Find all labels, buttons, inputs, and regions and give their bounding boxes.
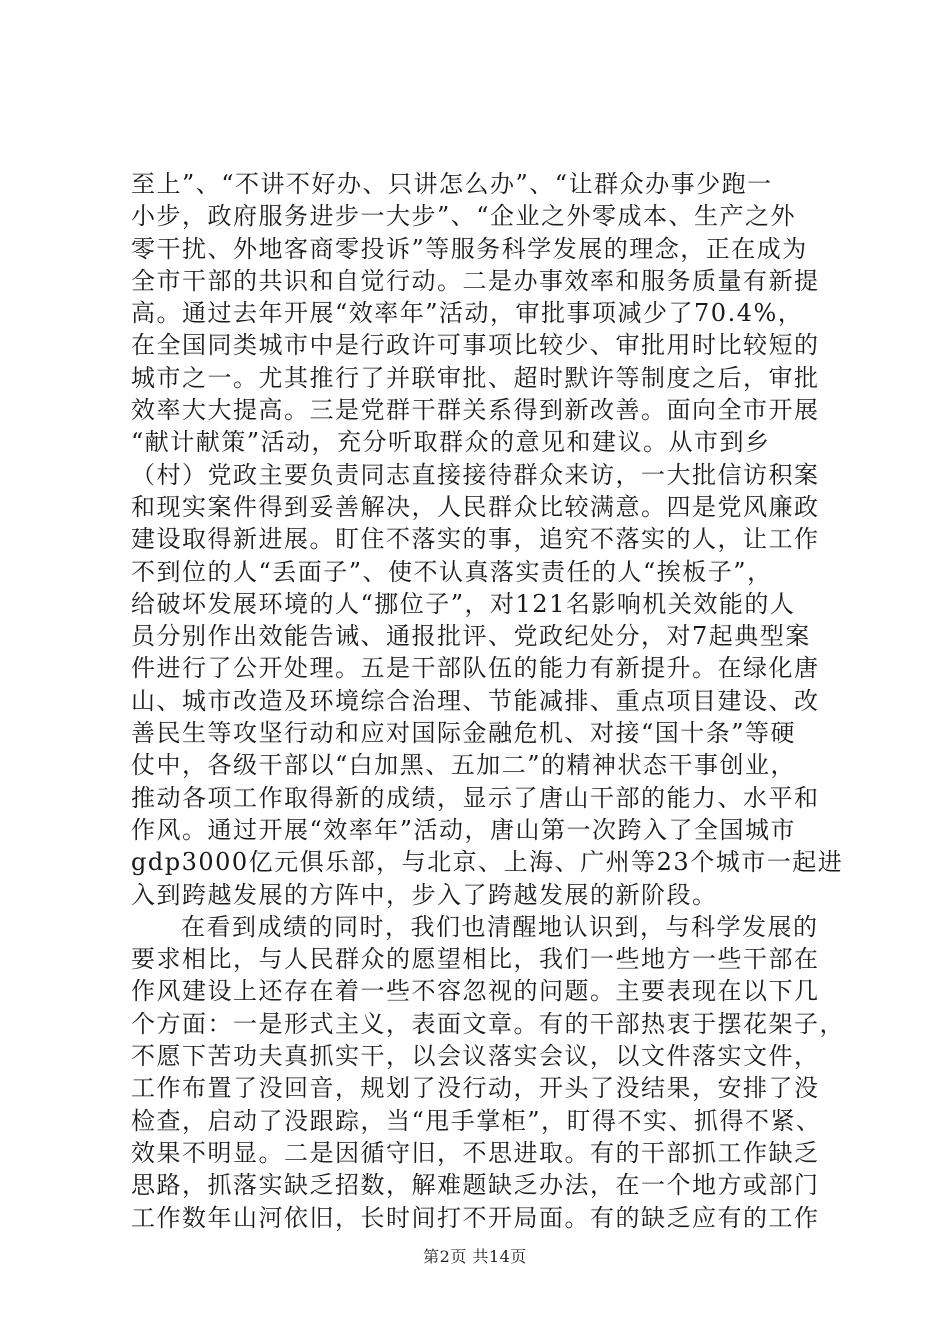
- text-line: 作风。通过开展“效率年”活动，唐山第一次跨入了全国城市: [131, 815, 797, 844]
- text-line: 在全国同类城市中是行政许可事项比较少、审批用时比较短的: [131, 331, 820, 360]
- text-line: 不愿下苦功夫真抓实干，以会议落实会议，以文件落实文件，: [131, 1042, 820, 1071]
- text-line: 要求相比，与人民群众的愿望相比，我们一些地方一些干部在: [131, 945, 820, 974]
- text-line: 仗中，各级干部以“白加黑、五加二”的精神状态干事创业，: [131, 751, 797, 780]
- text-line: 入到跨越发展的方阵中，步入了跨越发展的新阶段。: [131, 880, 718, 909]
- text-line: 零干扰、外地客商零投诉”等服务科学发展的理念，正在成为: [131, 234, 808, 263]
- text-line: 高。通过去年开展“效率年”活动，审批事项减少了70.4%，: [131, 299, 804, 328]
- text-line: 和现实案件得到妥善解决，人民群众比较满意。四是党风廉政: [131, 492, 820, 521]
- text-line: （村）党政主要负责同志直接接待群众来访，一大批信访积案: [131, 460, 820, 489]
- text-line: “献计献策”活动，充分听取群众的意见和建议。从市到乡: [131, 428, 771, 457]
- text-line: 建设取得新进展。盯住不落实的事，追究不落实的人，让工作: [131, 525, 820, 554]
- text-line: 城市之一。尤其推行了并联审批、超时默许等制度之后，审批: [131, 363, 820, 392]
- text-line: 善民生等攻坚行动和应对国际金融危机、对接“国十条”等硬: [131, 719, 797, 748]
- text-line: 不到位的人“丢面子”、使不认真落实责任的人“挨板子”，: [131, 557, 773, 586]
- text-line: 工作数年山河依旧，长时间打不开局面。有的缺乏应有的工作: [131, 1203, 820, 1232]
- text-line: 员分别作出效能告诫、通报批评、党政纪处分，对7起典型案: [131, 622, 811, 651]
- text-line: 工作布置了没回音，规划了没行动，开头了没结果，安排了没: [131, 1074, 820, 1103]
- text-line: 至上”、“不讲不好办、只讲怎么办”、“让群众办事少跑一: [131, 170, 773, 198]
- text-line: 件进行了公开处理。五是干部队伍的能力有新提升。在绿化唐: [131, 654, 820, 683]
- text-line: 小步，政府服务进步一大步”、“企业之外零成本、生产之外: [131, 202, 797, 231]
- text-line: 在看到成绩的同时，我们也清醒地认识到，与科学发展的: [181, 912, 819, 941]
- body-text: [131, 168, 845, 1234]
- text-line: 思路，抓落实缺乏招数，解难题缺乏办法，在一个地方或部门: [131, 1171, 820, 1200]
- text-line: 效果不明显。二是因循守旧，不思进取。有的干部抓工作缺乏: [131, 1138, 820, 1167]
- page-footer: 第2页 共14页: [423, 1247, 527, 1266]
- text-line: 全市干部的共识和自觉行动。二是办事效率和服务质量有新提: [131, 266, 820, 295]
- text-line: 山、城市改造及环境综合治理、节能减排、重点项目建设、改: [131, 686, 820, 715]
- text-line: 个方面：一是形式主义，表面文章。有的干部热衷于摆花架子，: [131, 1009, 845, 1038]
- text-line: gdp3000亿元俱乐部，与北京、上海、广州等23个城市一起进: [131, 848, 844, 877]
- text-line: 推动各项工作取得新的成绩，显示了唐山干部的能力、水平和: [131, 783, 820, 812]
- text-line: 作风建设上还存在着一些不容忽视的问题。主要表现在以下几: [131, 977, 820, 1006]
- text-line: 给破坏发展环境的人“挪位子”，对121名影响机关效能的人: [131, 589, 796, 618]
- text-line: 效率大大提高。三是党群干群关系得到新改善。面向全市开展: [131, 396, 820, 425]
- text-line: 检查，启动了没跟踪，当“甩手掌柜”，盯得不实、抓得不紧、: [131, 1106, 822, 1135]
